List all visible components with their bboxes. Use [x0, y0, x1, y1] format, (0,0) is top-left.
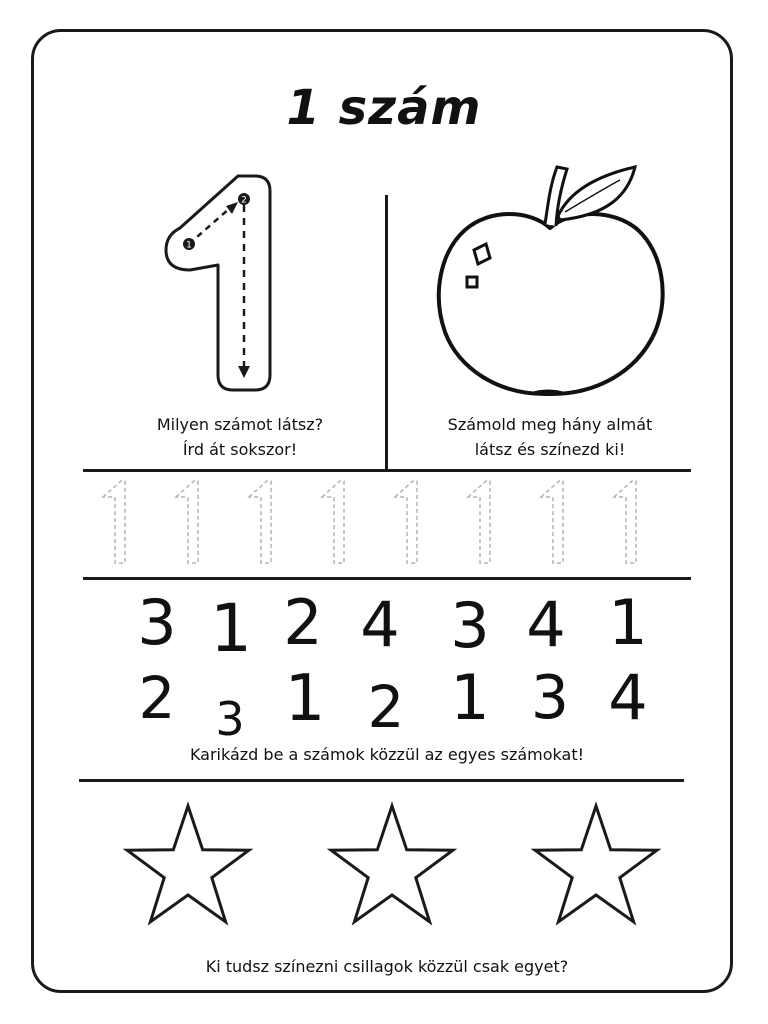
page-title: 1 szám: [286, 80, 482, 136]
left-caption-line2: Írd át sokszor!: [182, 440, 298, 459]
digit-one-tracing-figure: [160, 170, 280, 395]
tracing-digit[interactable]: [395, 481, 417, 563]
right-caption: [405, 412, 695, 462]
panel-divider: [385, 195, 388, 470]
star-outline[interactable]: [118, 796, 258, 926]
tracing-digit[interactable]: [614, 481, 636, 563]
grid-number[interactable]: 1: [210, 590, 252, 667]
right-caption-line1: Számold meg hány almát: [447, 415, 653, 434]
tracing-digit[interactable]: [103, 481, 125, 563]
grid-number[interactable]: 1: [284, 662, 326, 736]
right-caption-line2: látsz és színezd ki!: [474, 440, 626, 459]
svg-text:1: 1: [186, 240, 192, 251]
grid-instruction: Karikázd be a számok közzül az egyes számokat!: [189, 745, 585, 764]
apple-illustration: [430, 160, 670, 405]
tracing-digit[interactable]: [176, 481, 198, 563]
grid-number[interactable]: 3: [137, 586, 177, 659]
grid-number[interactable]: 4: [526, 588, 566, 661]
left-caption-line1: Milyen számot látsz?: [156, 415, 324, 434]
divider-top: [83, 469, 691, 472]
stars-question: Ki tudsz színezni csillagok közzül csak egyet?: [205, 957, 569, 976]
tracing-digit[interactable]: [322, 481, 344, 563]
grid-number[interactable]: 3: [450, 589, 490, 662]
tracing-row: [83, 475, 691, 575]
grid-number[interactable]: 2: [367, 673, 405, 741]
grid-number[interactable]: 3: [215, 692, 245, 746]
divider-bottom: [79, 779, 684, 782]
divider-middle: [83, 577, 691, 580]
tracing-digit[interactable]: [249, 481, 271, 563]
grid-number[interactable]: 1: [608, 586, 648, 659]
star-outline[interactable]: [322, 796, 462, 926]
grid-number[interactable]: 1: [450, 661, 490, 734]
star-outline[interactable]: [526, 796, 666, 926]
grid-number[interactable]: 4: [360, 588, 400, 661]
grid-number[interactable]: 4: [608, 661, 648, 734]
tracing-digit[interactable]: [541, 481, 563, 563]
grid-number[interactable]: 2: [283, 586, 323, 659]
tracing-digit[interactable]: [468, 481, 490, 563]
grid-number[interactable]: 3: [530, 663, 570, 733]
svg-text:2: 2: [241, 195, 247, 206]
left-caption: [110, 412, 370, 462]
grid-number[interactable]: 2: [138, 664, 176, 732]
